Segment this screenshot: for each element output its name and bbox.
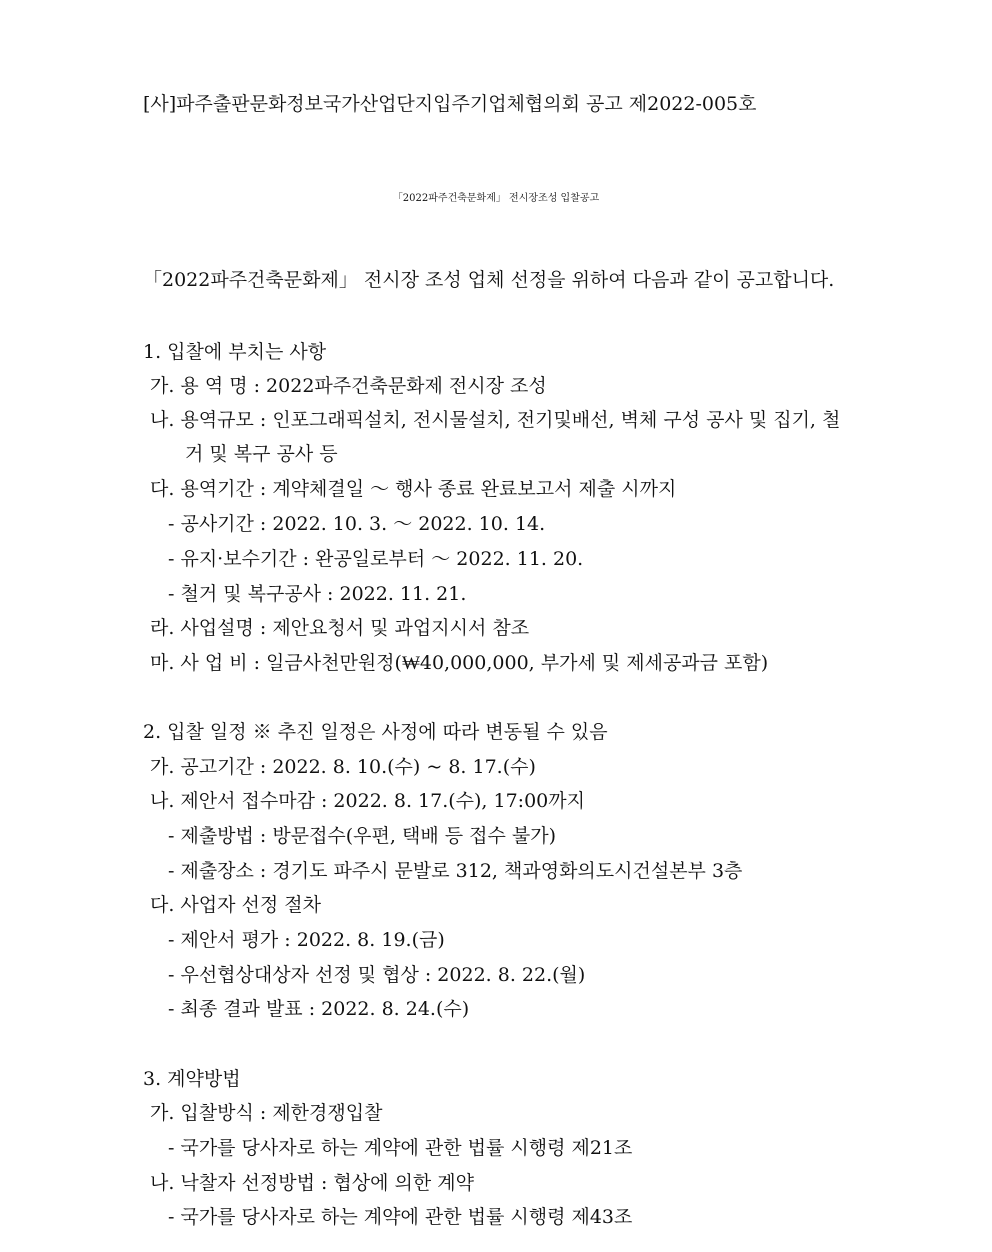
section-2-item-b: 나. 제안서 접수마감 : 2022. 8. 17.(수), 17:00까지 (150, 790, 585, 812)
section-2-item-b-sub: - 제출방법 : 방문접수(우편, 택배 등 접수 불가) (168, 825, 556, 847)
section-2-item-b-sub: - 제출장소 : 경기도 파주시 문발로 312, 책과영화의도시건설본부 3층 (168, 860, 743, 882)
section-3-item-a: 가. 입찰방식 : 제한경쟁입찰 (150, 1102, 383, 1124)
section-1-item-c-sub: - 유지·보수기간 : 완공일로부터 ～ 2022. 11. 20. (168, 548, 584, 570)
section-1-item-c: 다. 용역기간 : 계약체결일 ～ 행사 종료 완료보고서 제출 시까지 (150, 478, 677, 500)
section-2-item-c-sub: - 우선협상대상자 선정 및 협상 : 2022. 8. 22.(월) (168, 964, 586, 986)
section-1-item-c-sub: - 철거 및 복구공사 : 2022. 11. 21. (168, 583, 467, 605)
section-3-heading: 3. 계약방법 (143, 1068, 241, 1090)
section-1-item-d: 라. 사업설명 : 제안요청서 및 과업지시서 참조 (150, 617, 530, 639)
section-3-item-b: 나. 낙찰자 선정방법 : 협상에 의한 계약 (150, 1172, 474, 1194)
section-1-item-b-continued: 거 및 복구 공사 등 (185, 443, 338, 465)
notice-number: [사]파주출판문화정보국가산업단지입주기업체협의회 공고 제2022-005호 (143, 93, 757, 115)
section-2-item-c-sub: - 최종 결과 발표 : 2022. 8. 24.(수) (168, 998, 470, 1020)
section-2-heading: 2. 입찰 일정 ※ 추진 일정은 사정에 따라 변동될 수 있음 (143, 721, 608, 743)
section-2-item-c: 다. 사업자 선정 절차 (150, 894, 321, 916)
section-1-heading: 1. 입찰에 부치는 사항 (143, 341, 327, 363)
section-1-item-b: 나. 용역규모 : 인포그래픽설치, 전시물설치, 전기및배선, 벽체 구성 공사 및 집기, 철 (150, 409, 841, 431)
section-2-item-c-sub: - 제안서 평가 : 2022. 8. 19.(금) (168, 929, 445, 951)
section-2-item-a: 가. 공고기간 : 2022. 8. 10.(수) ~ 8. 17.(수) (150, 756, 536, 778)
section-3-item-b-sub: - 국가를 당사자로 하는 계약에 관한 법률 시행령 제43조 (168, 1206, 633, 1228)
section-3-item-a-sub: - 국가를 당사자로 하는 계약에 관한 법률 시행령 제21조 (168, 1137, 633, 1159)
section-1-item-a: 가. 용 역 명 : 2022파주건축문화제 전시장 조성 (150, 375, 547, 397)
section-1-item-e: 마. 사 업 비 : 일금사천만원정(₩40,000,000, 부가세 및 제세공과금 포함) (150, 652, 769, 674)
page-title: 「2022파주건축문화제」 전시장조성 입찰공고 (392, 193, 600, 204)
intro-paragraph: 「2022파주건축문화제」 전시장 조성 업체 선정을 위하여 다음과 같이 공고합니다. (143, 269, 835, 291)
section-1-item-c-sub: - 공사기간 : 2022. 10. 3. ～ 2022. 10. 14. (168, 513, 546, 535)
